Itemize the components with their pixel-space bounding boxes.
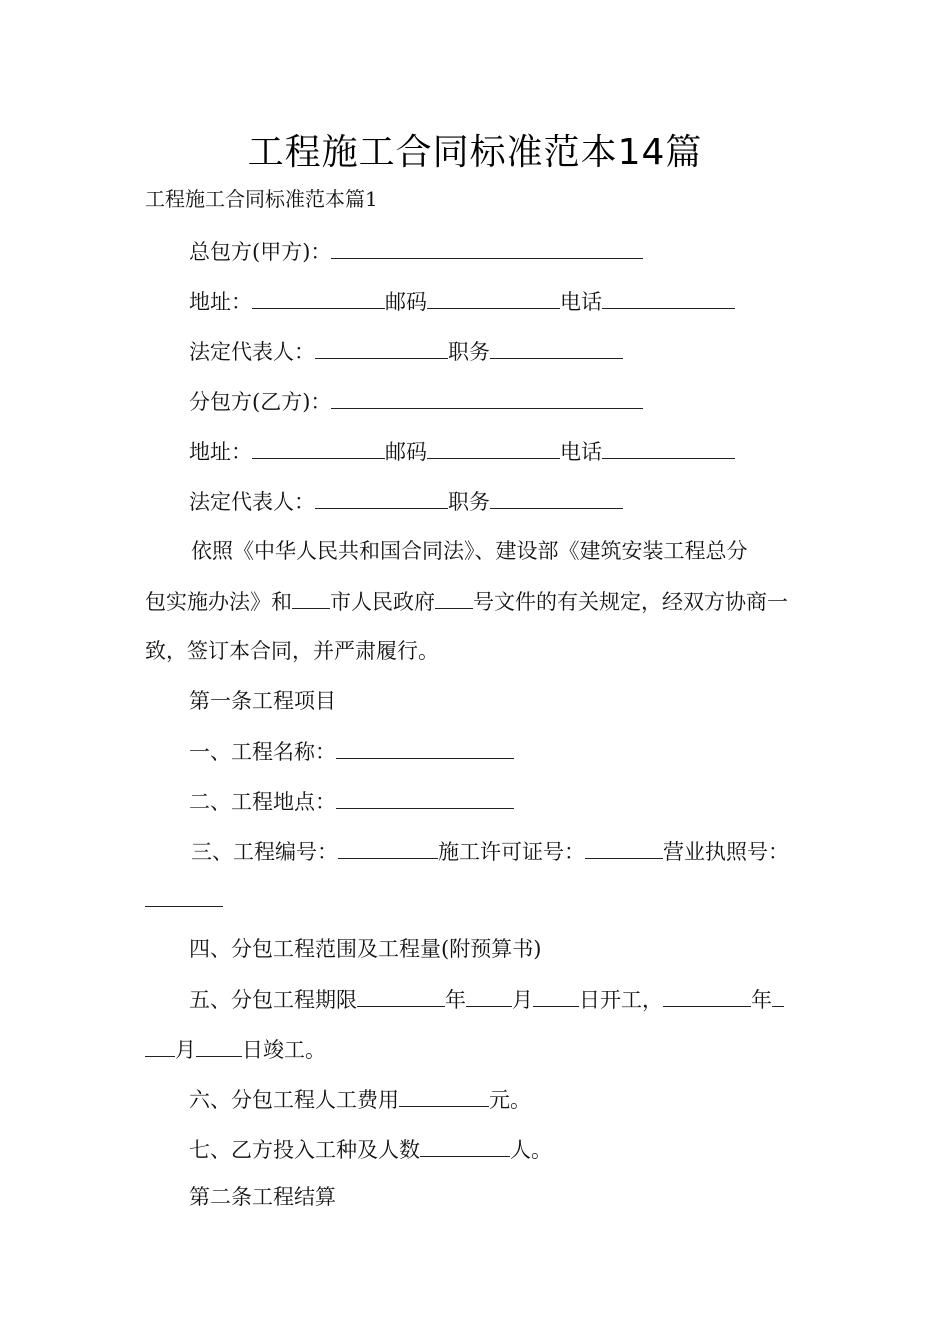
section-subtitle: 工程施工合同标准范本篇1 [145, 187, 378, 211]
year-label: 年 [751, 988, 772, 1012]
general-contractor-label: 总包方(甲方)： [189, 240, 332, 264]
start-year-blank [357, 984, 445, 1007]
document-title: 工程施工合同标准范本14篇 [247, 132, 703, 173]
address-label: 地址： [189, 290, 252, 314]
currency-label: 元。 [489, 1088, 531, 1112]
postcode-blank [427, 286, 560, 309]
year-label: 年 [445, 988, 466, 1012]
project-name-blank [336, 736, 514, 759]
representative-label: 法定代表人： [189, 340, 315, 364]
workers-label: 七、乙方投入工种及人数 [189, 1138, 420, 1162]
preamble-text: 市人民政府 [330, 590, 435, 614]
representative-blank [315, 486, 448, 509]
project-number-label: 三、工程编号： [191, 840, 338, 864]
month-label: 月 [175, 1038, 196, 1062]
address-blank [252, 286, 385, 309]
preamble-line-3: 致，签订本合同，并严肃履行。 [145, 639, 439, 663]
address-blank [252, 436, 385, 459]
party-a-representative-line [189, 336, 623, 367]
postcode-label: 邮码 [385, 440, 427, 464]
preamble-text: 号文件的有关规定，经双方协商一 [473, 590, 788, 614]
subcontractor-blank [331, 386, 643, 409]
phone-label: 电话 [560, 290, 602, 314]
license-number-line [145, 884, 223, 915]
phone-blank [602, 436, 735, 459]
postcode-blank [427, 436, 560, 459]
labor-cost-line [189, 1084, 531, 1115]
workers-line [189, 1134, 552, 1165]
city-blank [292, 586, 330, 609]
month-label: 月 [512, 988, 533, 1012]
document-number-blank [435, 586, 473, 609]
party-b-address-line [189, 436, 735, 467]
labor-cost-blank [399, 1084, 489, 1107]
start-day-blank [533, 984, 579, 1007]
project-location-label: 二、工程地点： [189, 790, 336, 814]
subcontractor-label: 分包方(乙方)： [189, 390, 332, 414]
position-blank [490, 336, 623, 359]
position-label: 职务 [448, 340, 490, 364]
start-label: 日开工， [579, 988, 663, 1012]
party-b-representative-line [189, 486, 623, 517]
license-number-blank [145, 884, 223, 907]
end-year-blank [663, 984, 751, 1007]
scope-line: 四、分包工程范围及工程量(附预算书) [189, 937, 542, 961]
preamble-text: 包实施办法》和 [145, 590, 292, 614]
phone-label: 电话 [560, 440, 602, 464]
article-2-heading: 第二条工程结算 [189, 1185, 336, 1209]
position-label: 职务 [448, 490, 490, 514]
start-month-blank [466, 984, 512, 1007]
phone-blank [602, 286, 735, 309]
permit-number-label: 施工许可证号： [438, 840, 585, 864]
representative-blank [315, 336, 448, 359]
completion-label: 日竣工。 [242, 1038, 326, 1062]
party-a-address-line [189, 286, 735, 317]
labor-cost-label: 六、分包工程人工费用 [189, 1088, 399, 1112]
project-number-line [191, 836, 789, 867]
article-1-heading: 第一条工程项目 [189, 689, 336, 713]
subcontractor-line [189, 386, 643, 417]
project-location-line [189, 786, 514, 817]
persons-label: 人。 [510, 1138, 552, 1162]
end-month-blank [772, 984, 784, 1007]
general-contractor-line [189, 236, 643, 267]
project-number-blank [338, 836, 438, 859]
project-name-line [189, 736, 514, 767]
project-name-label: 一、工程名称： [189, 740, 336, 764]
period-line-1 [189, 984, 784, 1015]
workers-blank [420, 1134, 510, 1157]
period-line-2 [145, 1034, 326, 1065]
address-label: 地址： [189, 440, 252, 464]
postcode-label: 邮码 [385, 290, 427, 314]
preamble-line-2 [145, 586, 788, 617]
preamble-line-1: 依照《中华人民共和国合同法》、建设部《建筑安装工程总分 [191, 539, 748, 563]
representative-label: 法定代表人： [189, 490, 315, 514]
license-number-label: 营业执照号： [663, 840, 789, 864]
position-blank [490, 486, 623, 509]
permit-number-blank [585, 836, 663, 859]
end-day-blank [196, 1034, 242, 1057]
end-month-blank [145, 1034, 175, 1057]
period-label: 五、分包工程期限 [189, 988, 357, 1012]
project-location-blank [336, 786, 514, 809]
general-contractor-blank [331, 236, 643, 259]
